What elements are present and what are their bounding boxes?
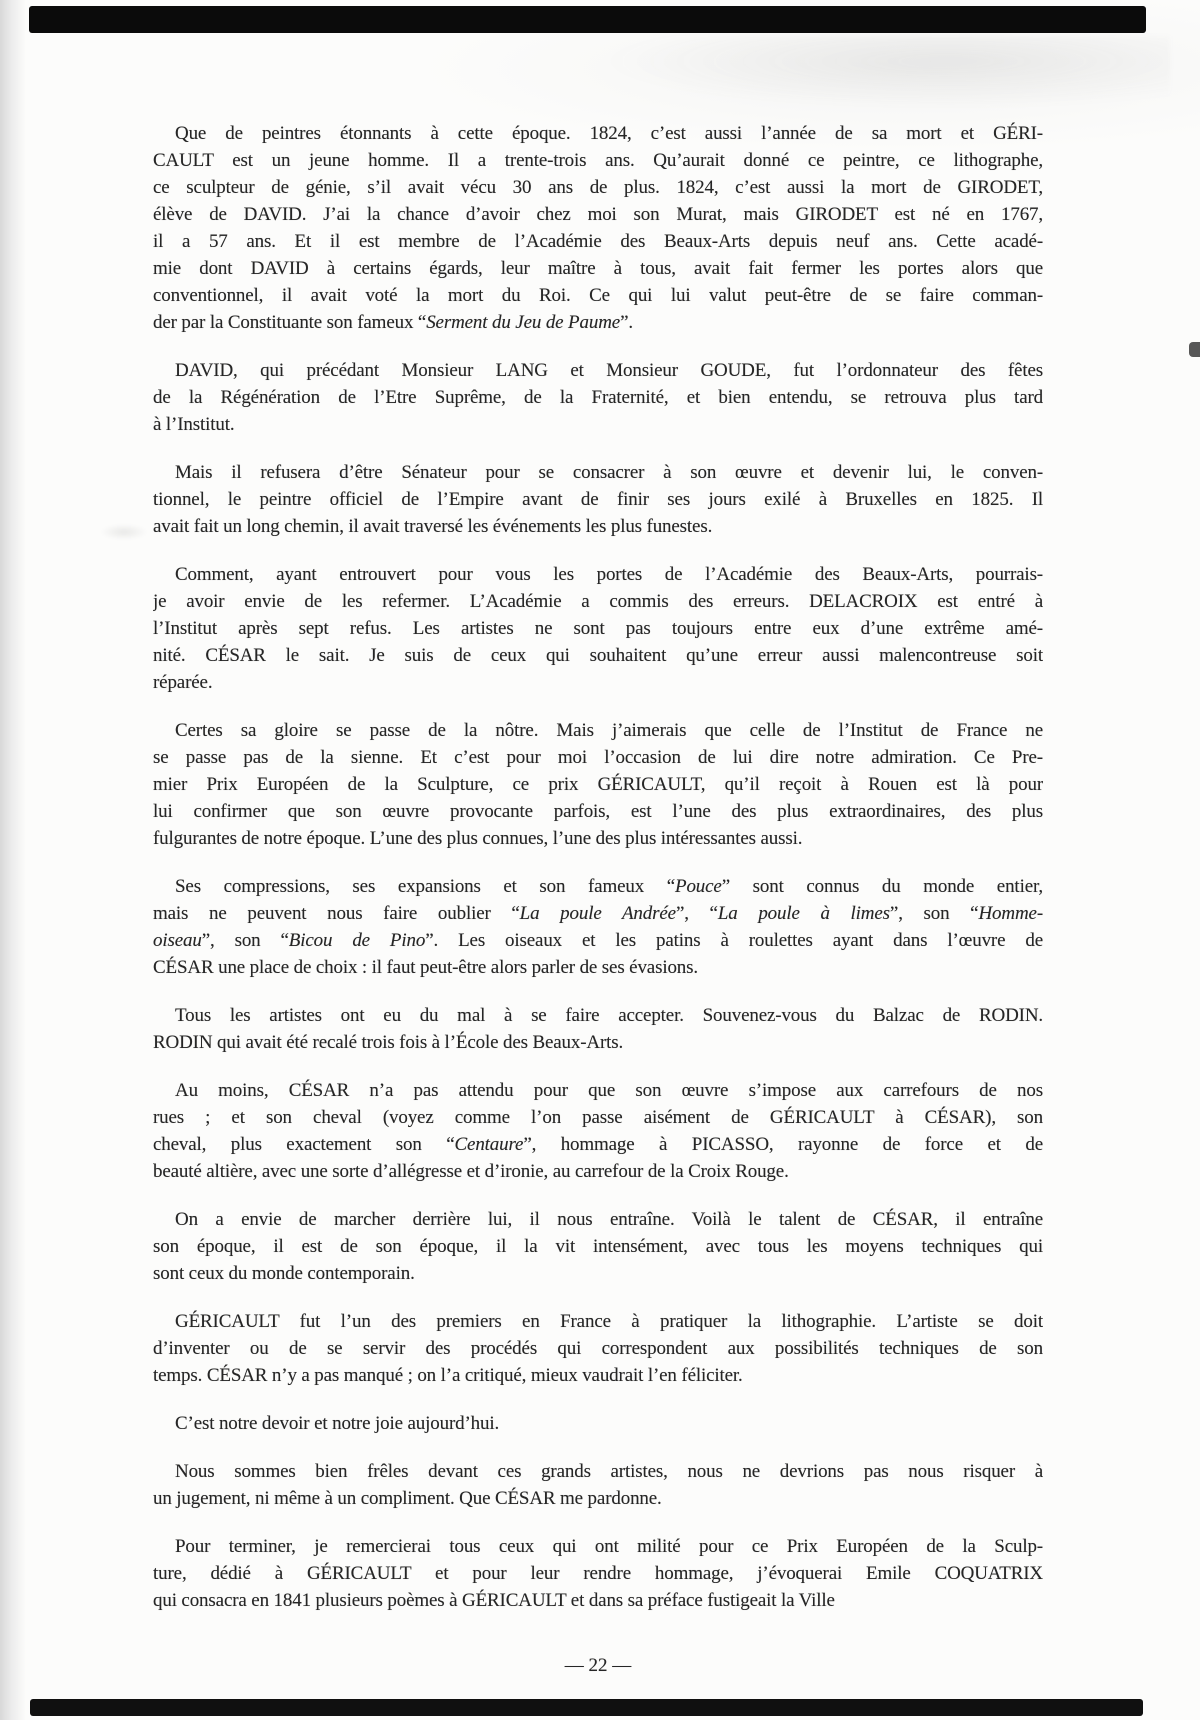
page-body — [153, 120, 1043, 1614]
italic-title: Serment du Jeu de Paume — [426, 312, 621, 333]
paragraph — [153, 1533, 1043, 1614]
text-line: Au moins, CÉSAR n’a pas attendu pour que son œuvre s’impose aux carrefours de nos — [175, 1080, 1043, 1101]
paragraph — [153, 1206, 1043, 1287]
scan-artifact-smudge-left — [100, 524, 148, 540]
text-line: conventionnel, il avait voté la mort du Roi. Ce qui lui valut peut-être de se faire comman- — [153, 285, 1043, 306]
text-line: Comment, ayant entrouvert pour vous les portes de l’Académie des Beaux-Arts, pourrais- — [175, 564, 1043, 585]
text-line: avait fait un long chemin, il avait traversé les événements les plus funestes. — [153, 516, 713, 537]
text-line: un jugement, ni même à un compliment. Que CÉSAR me pardonne. — [153, 1488, 662, 1509]
text-line: l’Institut après sept refus. Les artistes ne sont pas toujours entre eux d’une extrême amé- — [153, 618, 1043, 639]
italic-title: Pouce — [674, 876, 722, 897]
text-line: cheval, plus exactement son “Centaure”, hommage à PICASSO, rayonne de force et de — [153, 1134, 1043, 1155]
text-line: mie dont DAVID à certains égards, leur maître à tous, avait fait fermer les portes alors que — [153, 258, 1043, 279]
text-line: sont ceux du monde contemporain. — [153, 1263, 415, 1284]
text-line: lui confirmer que son œuvre provocante parfois, est l’une des plus extraordinaires, des plus — [153, 801, 1043, 822]
text-line: Certes sa gloire se passe de la nôtre. Mais j’aimerais que celle de l’Institut de France ne — [175, 720, 1043, 741]
text-line: de la Régénération de l’Etre Suprême, de la Fraternité, et bien entendu, se retrouva plus tard — [153, 387, 1043, 408]
scan-artifact-smudge-top-right — [610, 36, 1170, 108]
italic-title: Bicou de Pino — [288, 930, 426, 951]
text-line: se passe pas de la sienne. Et c’est pour moi l’occasion de lui dire notre admiration. Ce Pre- — [153, 747, 1043, 768]
paragraph — [153, 1458, 1043, 1512]
text-line: Tous les artistes ont eu du mal à se faire accepter. Souvenez-vous du Balzac de RODIN. — [175, 1005, 1043, 1026]
text-line: C’est notre devoir et notre joie aujourd’hui. — [175, 1413, 500, 1434]
text-line: ture, dédié à GÉRICAULT et pour leur rendre hommage, j’évoquerai Emile COQUATRIX — [153, 1563, 1043, 1584]
paragraph — [153, 717, 1043, 852]
text-line: élève de DAVID. J’ai la chance d’avoir chez moi son Murat, mais GIRODET est né en 1767, — [153, 204, 1043, 225]
text-line: fulgurantes de notre époque. L’une des plus connues, l’une des plus intéressantes aussi. — [153, 828, 803, 849]
paragraph — [153, 459, 1043, 540]
text-line: On a envie de marcher derrière lui, il nous entraîne. Voilà le talent de CÉSAR, il entraîne — [175, 1209, 1043, 1230]
paragraph — [153, 561, 1043, 696]
text-line: son époque, il est de son époque, il la vit intensément, avec tous les moyens techniques qui — [153, 1236, 1043, 1257]
scan-artifact-right-edge-mark — [1189, 342, 1200, 357]
text-line: réparée. — [153, 672, 213, 693]
text-line: je avoir envie de les refermer. L’Académie a commis des erreurs. DELACROIX est entré à — [153, 591, 1043, 612]
text-line: d’inventer ou de se servir des procédés qui correspondent aux possibilités techniques de son — [153, 1338, 1043, 1359]
text-line: GÉRICAULT fut l’un des premiers en France à pratiquer la lithographie. L’artiste se doit — [175, 1311, 1043, 1332]
paragraph — [153, 1410, 1043, 1437]
page-number: — 22 — — [564, 1655, 632, 1676]
text-line: à l’Institut. — [153, 414, 235, 435]
text-line: Pour terminer, je remercierai tous ceux qui ont milité pour ce Prix Européen de la Sculp- — [175, 1536, 1043, 1557]
text-line: qui consacra en 1841 plusieurs poèmes à GÉRICAULT et dans sa préface fustigeait la Ville — [153, 1590, 835, 1611]
text-line: tionnel, le peintre officiel de l’Empire avant de finir ses jours exilé à Bruxelles en 1825. Il — [153, 489, 1043, 510]
text-line: beauté altière, avec une sorte d’allégresse et d’ironie, au carrefour de la Croix Rouge. — [153, 1161, 789, 1182]
text-line: CAULT est un jeune homme. Il a trente-trois ans. Qu’aurait donné ce peintre, ce lithographe, — [153, 150, 1043, 171]
paragraph — [153, 1308, 1043, 1389]
scan-artifact-bottom-bar — [30, 1699, 1143, 1716]
text-line: ce sculpteur de génie, s’il avait vécu 30 ans de plus. 1824, c’est aussi la mort de GIRODET, — [153, 177, 1043, 198]
italic-title: oiseau — [153, 930, 202, 951]
paragraph — [153, 873, 1043, 981]
text-line: RODIN qui avait été recalé trois fois à l’École des Beaux-Arts. — [153, 1032, 624, 1053]
italic-title: La poule à limes — [717, 903, 890, 924]
text-line: Que de peintres étonnants à cette époque. 1824, c’est aussi l’année de sa mort et GÉRI- — [175, 123, 1043, 144]
text-line: Mais il refusera d’être Sénateur pour se consacrer à son œuvre et devenir lui, le conven- — [175, 462, 1043, 483]
text-line: Ses compressions, ses expansions et son fameux “Pouce” sont connus du monde entier, — [175, 876, 1043, 897]
italic-title: La poule Andrée — [519, 903, 676, 924]
paragraph — [153, 1002, 1043, 1056]
text-line: mais ne peuvent nous faire oublier “La poule Andrée”, “La poule à limes”, son “Homme- — [153, 903, 1043, 924]
paragraph — [153, 357, 1043, 438]
text-line: nité. CÉSAR le sait. Je suis de ceux qui souhaitent qu’une erreur aussi malencontreuse soit — [153, 645, 1043, 666]
text-line: mier Prix Européen de la Sculpture, ce prix GÉRICAULT, qu’il reçoit à Rouen est là pour — [153, 774, 1043, 795]
text-line: DAVID, qui précédant Monsieur LANG et Monsieur GOUDE, fut l’ordonnateur des fêtes — [175, 360, 1043, 381]
scan-artifact-top-bar — [29, 6, 1146, 33]
text-line: CÉSAR une place de choix : il faut peut-être alors parler de ses évasions. — [153, 957, 699, 978]
text-line: temps. CÉSAR n’y a pas manqué ; on l’a critiqué, mieux vaudrait l’en féliciter. — [153, 1365, 743, 1386]
text-line: il a 57 ans. Et il est membre de l’Académie des Beaux-Arts depuis neuf ans. Cette acadé- — [153, 231, 1043, 252]
italic-title: Centaure — [454, 1134, 524, 1155]
paragraph — [153, 120, 1043, 336]
text-line: Nous sommes bien frêles devant ces grands artistes, nous ne devrions pas nous risquer à — [175, 1461, 1043, 1482]
paragraph — [153, 1077, 1043, 1185]
scan-edge-shadow — [0, 0, 26, 1720]
text-line: rues ; et son cheval (voyez comme l’on passe aisément de GÉRICAULT à CÉSAR), son — [153, 1107, 1043, 1128]
text-line: der par la Constituante son fameux “Serment du Jeu de Paume”. — [153, 312, 633, 333]
text-line: oiseau”, son “Bicou de Pino”. Les oiseaux et les patins à roulettes ayant dans l’œuvre de — [153, 930, 1043, 951]
italic-title: Homme- — [978, 903, 1043, 924]
